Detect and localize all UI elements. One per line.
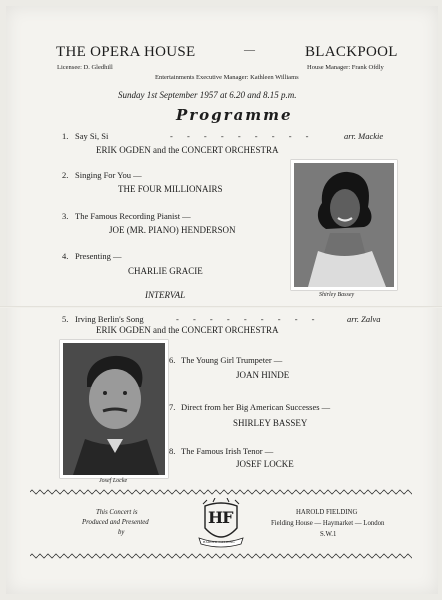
item-number: 5. [62,314,69,324]
item-arranger: arr. Zalva [347,314,381,324]
item-performer: JOSEF LOCKE [236,459,294,469]
item-title: Say Si, Si [75,131,109,141]
hf-logo-letters: HF [208,508,233,527]
bassey-caption: Shirley Bassey [319,292,355,298]
venue-title: THE OPERA HOUSE [56,44,196,60]
bottom-border-ornament [30,553,412,559]
item-number: 1. [62,131,69,141]
city-title: BLACKPOOL [305,44,398,60]
locke-portrait-image [63,343,165,475]
footer-producer-name: HAROLD FIELDING [296,509,358,516]
item-dashes: - - - - - - - - - [170,131,315,141]
footer-left-line2: Produced and Presented [82,519,149,526]
locke-caption: Josef Locke [99,478,128,484]
bassey-portrait-image [294,163,394,287]
house-manager: House Manager: Frank Ofdly [307,64,384,71]
josef-locke-photo [60,340,168,478]
programme-heading: Programme [176,106,293,124]
item-number: 6. [169,355,176,365]
item-title: Direct from her Big American Successes — [181,402,331,412]
footer-left-line1: This Concert is [96,509,138,516]
item-performer: JOE (MR. PIANO) HENDERSON [109,225,236,235]
footer-postcode: S.W.1 [320,531,337,538]
executive-manager: Entertainments Executive Manager: Kathleen Williams [155,74,299,81]
hf-logo-ribbon: HAROLD FIELDING [203,540,235,544]
top-border-ornament [30,489,412,495]
item-performer: ERIK OGDEN and the CONCERT ORCHESTRA [96,145,279,155]
item-title: The Young Girl Trumpeter — [181,355,283,365]
footer-left-line3: by [118,529,125,536]
header-dash: — [244,44,256,56]
footer-address: Fielding House — Haymarket — London [271,520,385,527]
item-title: The Famous Irish Tenor — [181,446,274,456]
item-performer: SHIRLEY BASSEY [233,418,308,428]
item-arranger: arr. Mackie [344,131,384,141]
item-title: Singing For You — [75,170,142,180]
item-number: 8. [169,446,176,456]
interval-label: INTERVAL [145,290,186,300]
item-performer: CHARLIE GRACIE [128,266,203,276]
item-number: 7. [169,402,176,412]
item-performer: ERIK OGDEN and the CONCERT ORCHESTRA [96,325,279,335]
hf-logo [195,498,247,550]
item-number: 3. [62,211,69,221]
item-title: Presenting — [75,251,122,261]
item-title: Irving Berlin's Song [75,314,144,324]
item-performer: THE FOUR MILLIONAIRS [118,184,223,194]
licensee: Licensee: D. Gledhill [57,64,113,71]
item-title: The Famous Recording Pianist — [75,211,191,221]
item-dashes: - - - - - - - - - [176,314,321,324]
paper-fold [0,306,442,308]
item-performer: JOAN HINDE [236,370,290,380]
item-number: 2. [62,170,69,180]
item-number: 4. [62,251,69,261]
concert-date: Sunday 1st September 1957 at 6.20 and 8.15 p.m. [118,90,297,100]
shirley-bassey-photo [291,160,397,290]
